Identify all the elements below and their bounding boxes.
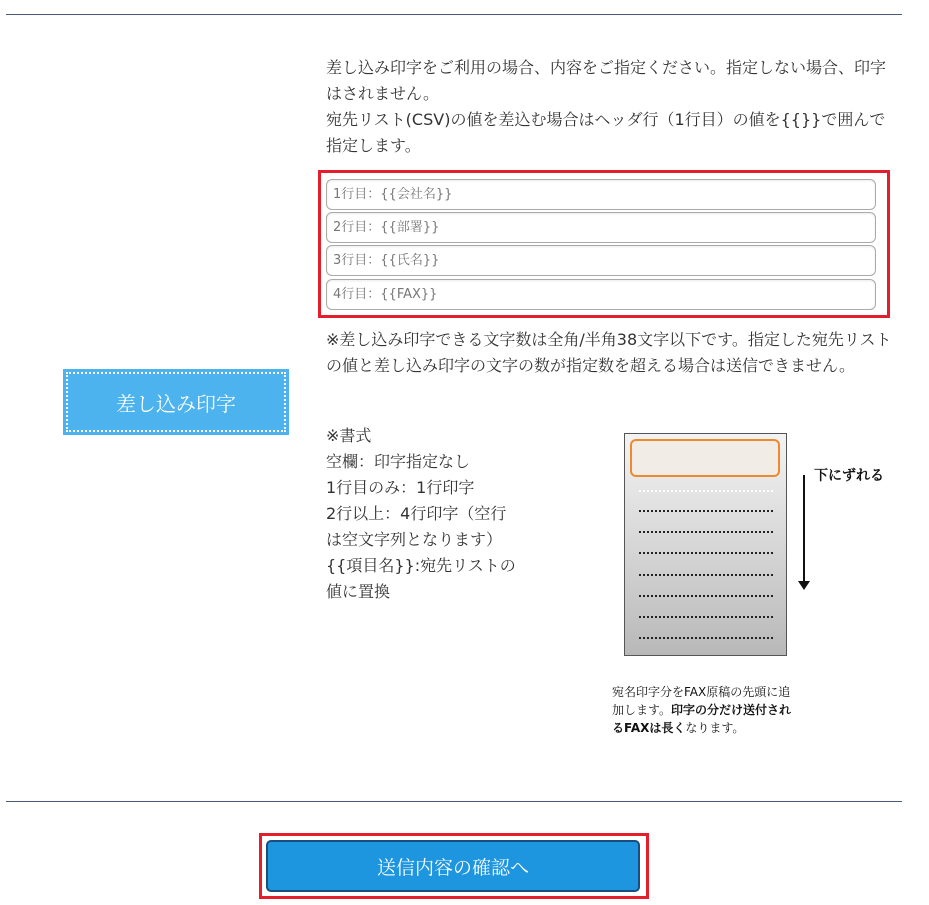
diagram-caption [612, 683, 802, 737]
page-text-line [639, 574, 773, 576]
arrow-head-icon [798, 581, 810, 590]
top-divider [6, 14, 902, 15]
line-3-input[interactable] [326, 245, 876, 276]
mail-merge-input-group [318, 170, 890, 318]
shift-down-label: 下にずれる [814, 468, 884, 484]
mail-merge-description [326, 55, 892, 159]
character-limit-note: ※差し込み印字できる文字数は全角/半角38文字以下です。指定した宛先リストの値と差し込み印字の文字の数が指定数を超える場合は送信できません。 [326, 330, 892, 375]
page-text-line [639, 552, 773, 554]
confirm-send-button[interactable]: 送信内容の確認へ [266, 840, 640, 892]
mail-merge-section-label: 差し込み印字 [63, 369, 289, 435]
page-text-line [639, 510, 773, 512]
format-help [326, 423, 516, 605]
format-line-single: 1行目のみ：1行印字 [326, 478, 475, 497]
page-text-line [639, 490, 773, 492]
caption-part-1: 宛名印字分をFAX原稿の先頭に追加します。 [612, 685, 791, 717]
format-line-placeholder: {{項目名}}:宛先リストの値に置換 [326, 556, 516, 601]
line-2-input[interactable] [326, 212, 876, 243]
page-text-line [639, 531, 773, 533]
line-4-input[interactable] [326, 279, 876, 310]
description-line-2: 宛先リスト(CSV)の値を差込む場合はヘッダ行（1行目）の値を{{}}で囲んで指定します。 [326, 110, 886, 155]
page-text-line [639, 637, 773, 639]
caption-bold: 印字の分だけ送付されるFAXは長く [612, 703, 792, 735]
down-arrow-icon [803, 475, 805, 583]
caption-part-2: なります。 [685, 721, 745, 735]
line-1-input[interactable] [326, 179, 876, 210]
merge-header-box [630, 439, 780, 477]
page-text-line [639, 595, 773, 597]
format-line-multi: 2行以上：4行印字（空行は空文字列となります） [326, 504, 507, 549]
format-heading: ※書式 [326, 426, 372, 445]
fax-page-illustration [624, 433, 787, 656]
format-line-blank: 空欄：印字指定なし [326, 452, 471, 471]
fax-layout-diagram [600, 425, 910, 775]
bottom-divider [6, 801, 902, 802]
description-line-1: 差し込み印字をご利用の場合、内容をご指定ください。指定しない場合、印字はされません。 [326, 58, 887, 103]
page-text-line [639, 616, 773, 618]
